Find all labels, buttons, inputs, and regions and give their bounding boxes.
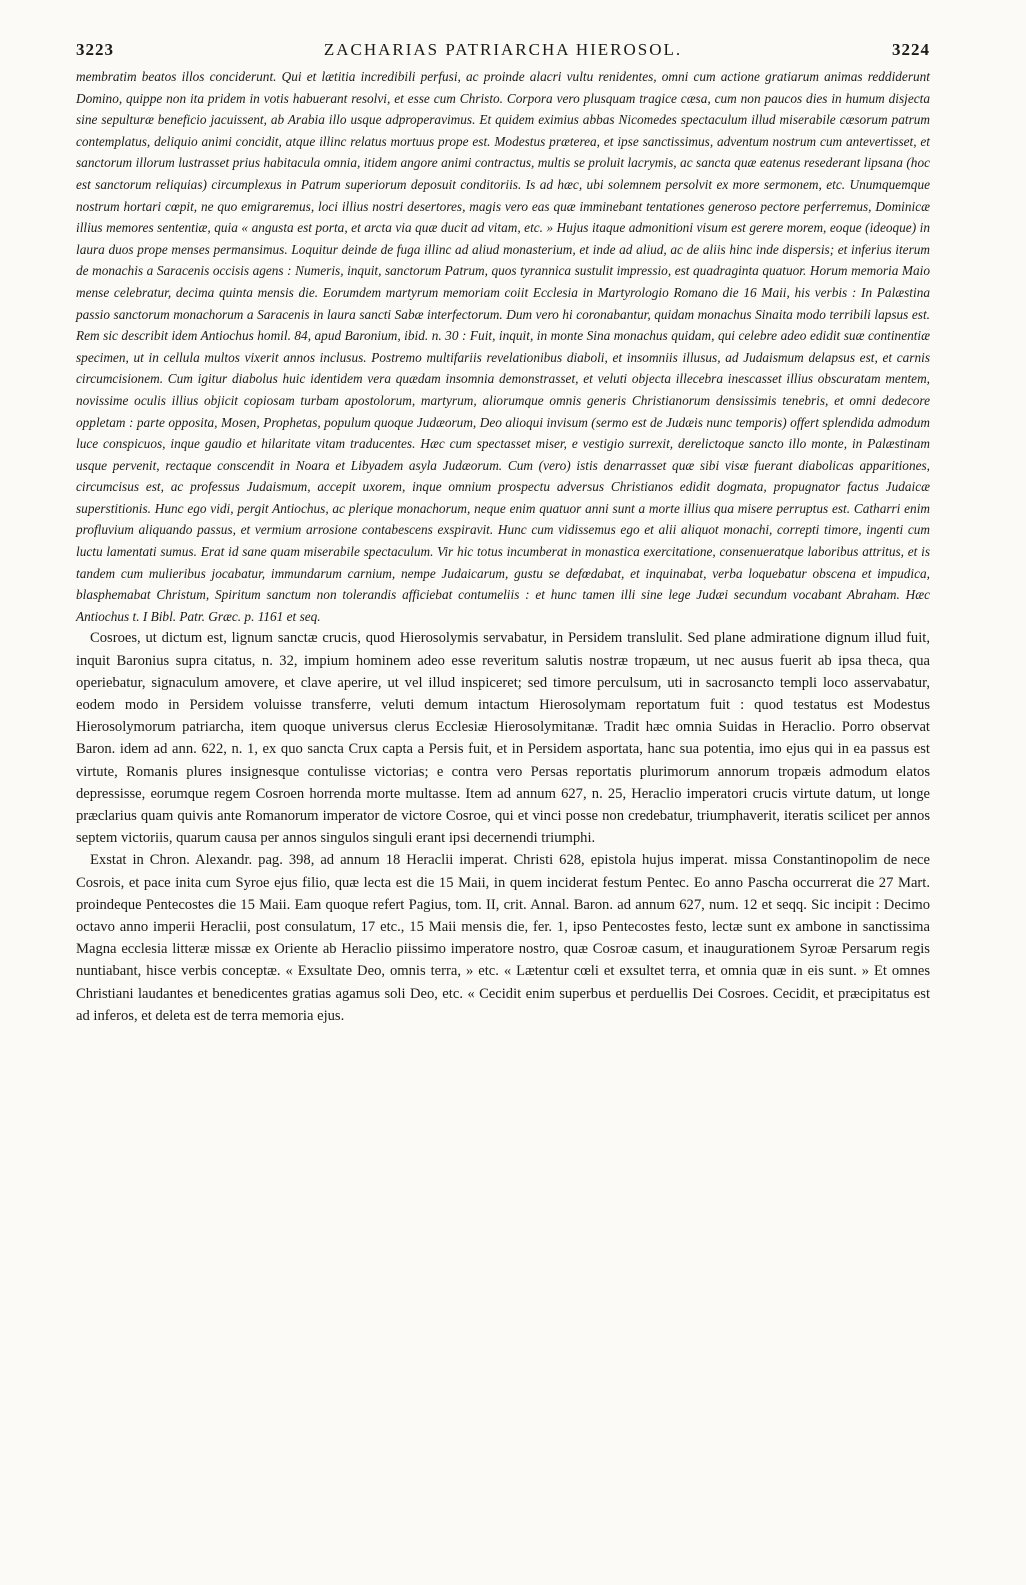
- paragraph-quotation: membratim beatos illos conciderunt. Qui et lætitia incredibili perfusi, ac proinde alacri vultu renidentes, omni cum actione gratiarum animas reddiderunt Domino, quippe non ita pridem in votis habuerant resolvi, et esse cum Christo. Corpora vero plusquam tragice cæsa, cum non paucos dies in humum disjecta sine sepulturæ beneficio jacuissent, ab Arabia illo usque adproperavimus. Et quidem eximius abbas Nicomedes spectaculum illud miserabile cæsorum patrum contemplatus, deliquio animi concidit, atque illinc relatus mortuus prope est. Modestus præterea, et ipse sanctissimus, adventum nostrum cum antevertisset, et sanctorum illorum lustrasset prius habitacula omnia, itidem angore animi contractus, multis se proluit lacrymis, ac sancta quæ eatenus resederant lipsana (hoc est sanctorum reliquias) circumplexus in Patrum superiorum deposuit conditoriis. Is ad hæc, ubi solemnem persolvit ex more sermonem, etc. Unumquemque nostrum hortari cœpit, ne quo emigraremus, loci illius nostri desertores, magis vero eas quæ imminebant tentationes generoso pectore perferremus, Dominicæ illius memores sententiæ, quia « angusta est porta, et arcta via quæ ducit ad vitam, etc. » Hujus itaque admonitioni visum est gerere morem, eoque (ideoque) in laura duos prope menses permansimus. Loquitur deinde de fuga illinc ad aliud monasterium, et inde ad aliud, ac de aliis hinc inde dispersis; et inferius iterum de monachis a Saracenis occisis agens : Numeris, inquit, sanctorum Patrum, quos tyrannica sustulit impressio, est quadraginta quatuor. Horum memoria Maio mense celebratur, decima quinta mensis die. Eorumdem martyrum memoriam coiit Ecclesia in Martyrologio Romano die 16 Maii, his verbis : In Palæstina passio sanctorum monachorum a Saracenis in laura sancti Sabæ interfectorum. Dum vero hi coronabantur, quidam monachus Sinaita modo terribili lapsus est. Rem sic describit idem Antiochus homil. 84, apud Baronium, ibid. n. 30 : Fuit, inquit, in monte Sina monachus quidam, qui celebre adeo edidit suæ continentiæ specimen, ut in cellula multos vixerit annos inclusus. Postremo multifariis revelationibus diaboli, et insomniis illusus, ad Judaismum delapsus est, et carnis circumcisionem. Cum igitur diabolus huic identidem vera quædam insomnia demonstrasset, et veluti objecta illecebra inescasset illius obscuratam mentem, novissime oculis illius objicit copiosam turbam apostolorum, martyrum, aliorumque omnis generis Christianorum densissimis tenebris, et omni dedecore oppletam : parte opposita, Mosen, Prophetas, populum quoque Judæorum, Deo alioqui invisum (sermo est de Judæis nunc temporis) offert splendida admodum luce conspicuos, inque gaudio et hilaritate vitam traducentes. Hæc cum spectasset miser, e vestigio surrexit, derelictoque sancto illo monte, in Palæstinam usque pervenit, rectaque conscendit in Noara et Libyadem asyla Judæorum. Cum (vero) istis denarrasset quæ sibi visæ fuerant diabolicas apparitiones, circumcisus est, ac professus Judaismum, accepit uxorem, inque omnium prospectu adversus Christianos edidit dogmata, propugnator factus Judaicæ superstitionis. Hunc ego vidi, pergit Antiochus, ac plerique monachorum, neque enim quatuor anni sunt a morte illius qua misere perruptus est. Catharri enim profluvium aliquando passus, et vermium arrosione contabescens exspiravit. Hunc cum vidissemus ego et alii aliquot monachi, correpti timore, ingenti cum luctu lamentati sumus. Erat id sane quam miserabile spectaculum. Vir hic totus incumberat in monastica exercitatione, consenueratque laboribus attritus, et is tandem cum mulieribus jocabatur, immundarum carnium, nempe Judaicarum, gustu se defœdabat, et inquinabat, verba loquebatur obscena et impudica, blasphemabat Christum, Spiritum sanctum non tolerandis afficiebat contumeliis : et hunc tamen illi sine lege Judæi secundum vocabant Abraham. Hæc Antiochus t. I Bibl. Patr. Græc. p. 1161 et seq.: [76, 69, 930, 624]
- right-column-number: 3224: [892, 40, 930, 59]
- running-title: ZACHARIAS PATRIARCHA HIEROSOL.: [323, 40, 683, 59]
- running-head: [76, 40, 930, 60]
- paragraph-cosroes: Cosroes, ut dictum est, lignum sanctæ crucis, quod Hierosolymis servabatur, in Persidem translulit. Sed plane admiratione dignum illud fuit, inquit Baronius supra citatus, n. 32, impium hominem adeo esse reveritum salutis nostræ tropæum, ut nec ausus fuerit ab ipsa theca, qua operiebatur, signaculum amovere, et clave aperire, ut vel illud inspiceret; sed timore perculsum, uti in sacrosancto templi loco asservabatur, eodem modo in Persidem voluisse transferre, veluti demum intactum Hierosolymam reportatum fuit : quod testatus est Modestus Hierosolymorum patriarcha, item quoque universus clerus Ecclesiæ Hierosolymitanæ. Tradit hæc omnia Suidas in Heraclio. Porro observat Baron. idem ad ann. 622, n. 1, ex quo sancta Crux capta a Persis fuit, et in Persidem asportata, hanc sua potentia, imo ejus qui in ea passus est virtute, Romanis plures insignesque contulisse victorias; e contra vero Persas reportatis plurimorum annorum tropæis admodum elatos depressisse, eorumque regem Cosroen horrenda morte multasse. Item ad annum 627, n. 25, Heraclio imperatori crucis virtute datum, ut longe præclarius quam quivis ante Romanorum imperator de victore Cosroe, qui et vinci posse non credebatur, triumphaverit, iteratis scilicet per annos septem victoriis, quarum causa per annos singulos singuli erant ipsi decernendi triumphi.: [76, 630, 930, 847]
- paragraph-chronicon: Exstat in Chron. Alexandr. pag. 398, ad annum 18 Heraclii imperat. Christi 628, epistola hujus imperat. missa Constantinopolim de nece Cosrois, et pace inita cum Syroe ejus filio, quæ lecta est die 15 Maii, in quem inciderat festum Pentec. Eo anno Pascha occurrerat die 27 Mart. proindeque Pentecostes die 15 Maii. Eam quoque refert Pagius, tom. II, crit. Annal. Baron. ad annum 627, num. 12 et seqq. Sic incipit : Decimo octavo anno imperii Heraclii, post consulatum, 17 etc., 15 Maii mensis die, fer. 1, ipso Pentecostes festo, lectæ sunt ex ambone in sanctissima Magna ecclesia litteræ missæ ex Oriente ab Heraclio piissimo imperatore nostro, quæ Cosroæ casum, et inaugurationem Syroæ Persarum regis nuntiabant, hisce verbis conceptæ. « Exsultate Deo, omnis terra, » etc. « Lætentur cœli et exsultet terra, et omnia quæ in eis sunt. » Et omnes Christiani laudantes et benedicentes gratias agamus soli Deo, etc. « Cecidit enim superbus et perduellis Dei Cosroes. Cecidit, et præcipitatus est ad inferos, et deleta est de terra memoria ejus.: [76, 852, 930, 1024]
- left-column-number: 3223: [76, 40, 114, 59]
- body-text: [76, 66, 930, 1027]
